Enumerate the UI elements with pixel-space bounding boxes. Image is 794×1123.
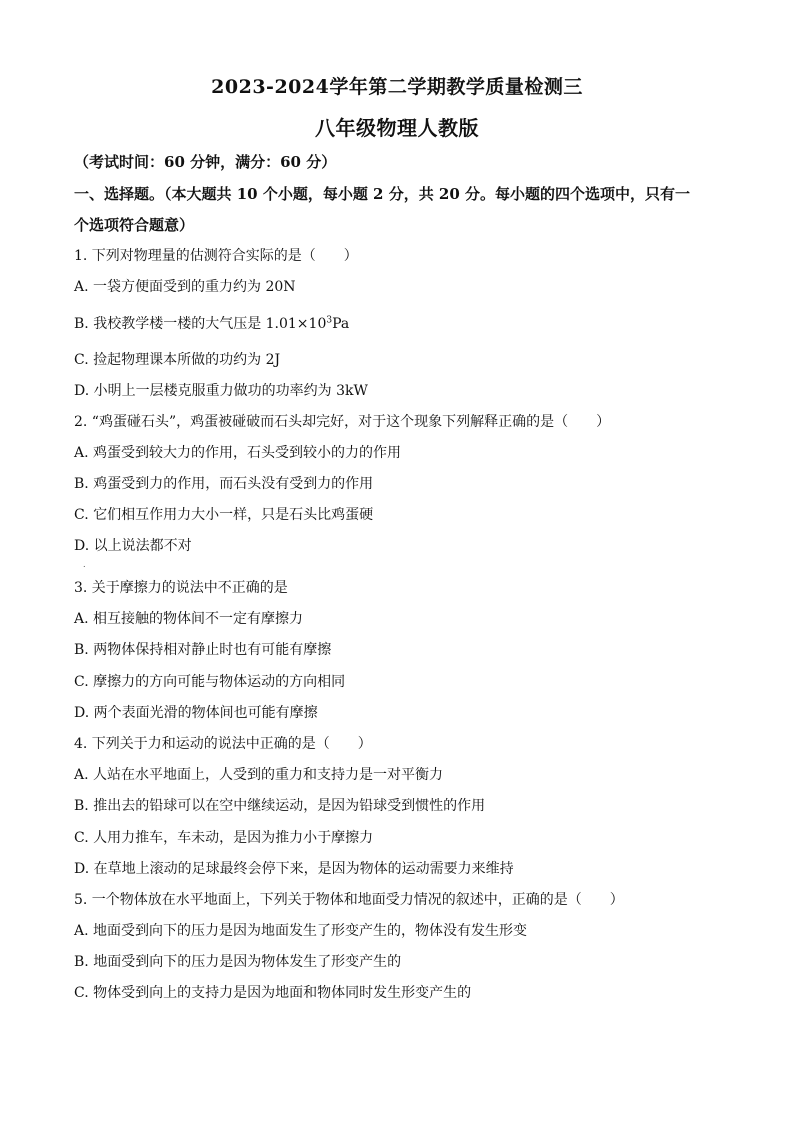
question-option: B. 地面受到向下的压力是因为物体发生了形变产生的: [74, 954, 402, 970]
option-superscript: 3: [326, 315, 333, 326]
section-heading-line2: 个选项符合题意）: [74, 216, 195, 234]
exam-title: 2023-2024学年第二学期教学质量检测三: [211, 76, 583, 98]
question-option: C. 物体受到向上的支持力是因为地面和物体同时发生形变产生的: [74, 985, 472, 1001]
question-option: A. 一袋方便面受到的重力约为 20N: [74, 279, 296, 295]
question-stem: 1. 下列对物理量的估测符合实际的是（ ）: [74, 248, 358, 264]
exam-subtitle: 八年级物理人教版: [315, 116, 479, 140]
question-option: C. 捡起物理课本所做的功约为 2J: [74, 352, 281, 368]
question-option: B. 推出去的铅球可以在空中继续运动，是因为铅球受到惯性的作用: [74, 798, 486, 814]
question-option: B. 鸡蛋受到力的作用，而石头没有受到力的作用: [74, 476, 374, 492]
question-option: C. 它们相互作用力大小一样，只是石头比鸡蛋硬: [74, 507, 374, 523]
option-unit: Pa: [332, 316, 350, 332]
section-heading-line1: 一、选择题。（本大题共 10 个小题，每小题 2 分，共 20 分。每小题的四个选项中，只有一: [74, 185, 691, 203]
question-stem: 4. 下列关于力和运动的说法中正确的是（ ）: [74, 736, 372, 752]
question-option: A. 人站在水平地面上，人受到的重力和支持力是一对平衡力: [74, 767, 444, 783]
question-stem: 5. 一个物体放在水平地面上，下列关于物体和地面受力情况的叙述中，正确的是（ ）: [74, 892, 624, 908]
question-option: A. 地面受到向下的压力是因为地面发生了形变产生的，物体没有发生形变: [74, 923, 528, 939]
question-stem: 3. 关于摩擦力的说法中不正确的是: [74, 580, 288, 596]
option-text: B. 我校教学楼一楼的大气压是 1.01×10: [74, 316, 327, 332]
question-option: A. 鸡蛋受到较大力的作用，石头受到较小的力的作用: [74, 445, 402, 461]
question-option: D. 两个表面光滑的物体间也可能有摩擦: [74, 705, 318, 721]
question-option: B. 两物体保持相对静止时也有可能有摩擦: [74, 642, 332, 658]
question-option: [74, 313, 349, 333]
exam-info: （考试时间：60 分钟，满分：60 分）: [74, 153, 337, 171]
question-option: D. 以上说法都不对: [74, 538, 192, 554]
question-option: D. 在草地上滚动的足球最终会停下来，是因为物体的运动需要力来维持: [74, 861, 514, 877]
question-option: D. 小明上一层楼克服重力做功的功率约为 3kW: [74, 383, 368, 399]
stray-mark: .: [83, 560, 86, 569]
question-option: C. 摩擦力的方向可能与物体运动的方向相同: [74, 674, 346, 690]
question-option: A. 相互接触的物体间不一定有摩擦力: [74, 611, 304, 627]
question-stem: 2. “鸡蛋碰石头”，鸡蛋被碰破而石头却完好，对于这个现象下列解释正确的是（ ）: [74, 414, 611, 430]
question-option: C. 人用力推车，车未动，是因为推力小于摩擦力: [74, 830, 374, 846]
